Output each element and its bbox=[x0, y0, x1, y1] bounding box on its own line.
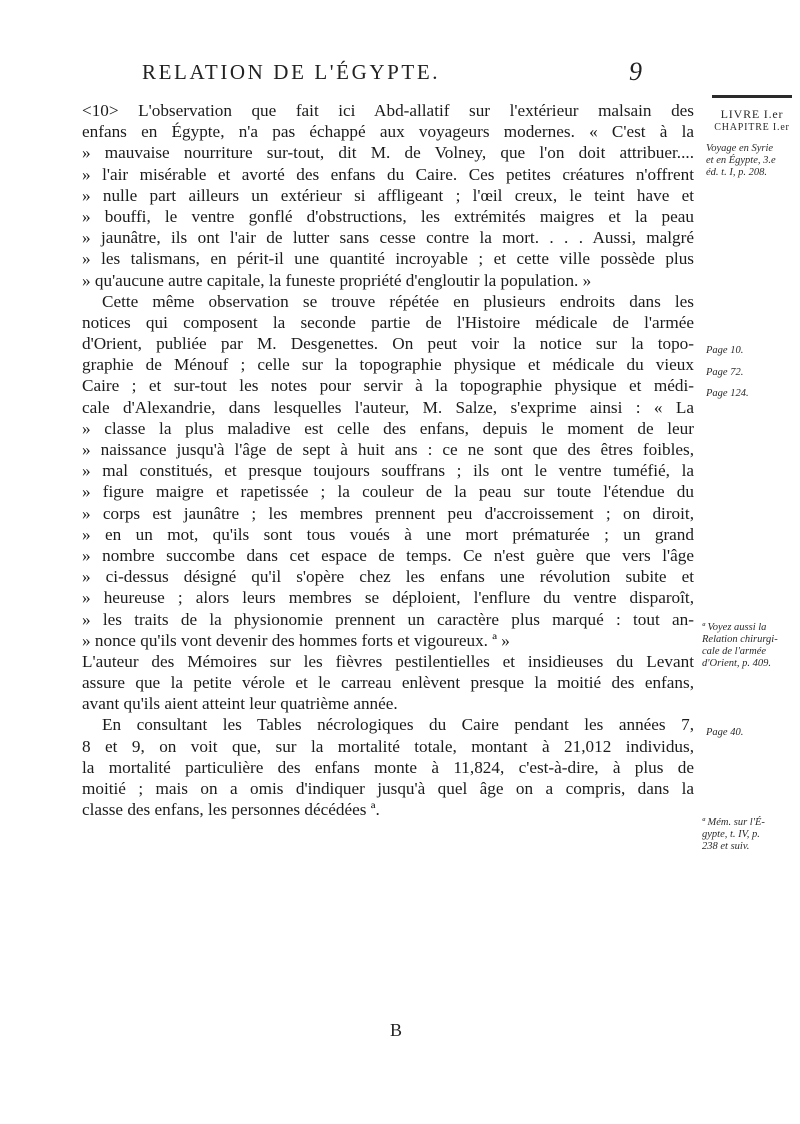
text-line: <10> L'observation que fait ici Abd-allatif sur l'extérieur malsain des bbox=[82, 101, 694, 120]
text-line: d'Orient, publiée par M. Desgenettes. On peut voir la notice sur la topo- bbox=[82, 334, 694, 354]
footnote-line: Relation chirurgi- bbox=[702, 634, 778, 645]
page-header bbox=[120, 57, 642, 94]
chapter-rule bbox=[712, 95, 792, 98]
margin-note-page-124: Page 124. bbox=[706, 388, 749, 399]
footnote-line: cale de l'armée bbox=[702, 646, 767, 657]
text-line: cale d'Alexandrie, dans lesquelles l'auteur, M. Salze, s'exprime ainsi : « La bbox=[82, 397, 694, 417]
footnote-line: d'Orient, p. 409. bbox=[702, 658, 772, 669]
footnote-line: ª Voyez aussi la bbox=[702, 622, 767, 633]
chapter-marker bbox=[712, 95, 792, 134]
text-line: En consultant les Tables nécrologiques du Caire pendant les années 7, bbox=[102, 715, 694, 735]
text-line: » classe la plus maladive est celle des enfans, depuis le moment de leur bbox=[82, 418, 694, 438]
text-line: » l'air misérable et avorté des enfans du Caire. Ces petites créatures n'offrent bbox=[82, 164, 694, 184]
text-line: 8 et 9, on voit que, sur la mortalité totale, montant à 21,012 individus, bbox=[82, 736, 694, 756]
footnote-line: ª Mém. sur l'É- bbox=[702, 817, 765, 828]
text-line: » bouffi, le ventre gonflé d'obstructions, les extrémités maigres et la peau bbox=[82, 206, 694, 226]
text-line: classe des enfans, les personnes décédées ª. bbox=[82, 800, 380, 820]
livre-label: LIVRE I.er bbox=[720, 107, 784, 121]
footnote-line: gypte, t. IV, p. bbox=[702, 829, 760, 840]
chapitre-label: CHAPITRE I.er bbox=[714, 122, 790, 133]
text-line: moitié ; mais on a omis d'indiquer jusqu'à quel âge on a compris, dans la bbox=[82, 779, 694, 798]
text-line: avant qu'ils aient atteint leur quatrième année. bbox=[82, 694, 398, 714]
text-line: notices qui composent la seconde partie de l'Histoire médicale de l'armée bbox=[82, 312, 694, 332]
text-line: » en un mot, qu'ils sont tous voués à une mort prématurée ; un grand bbox=[82, 524, 694, 544]
text-line: assure que la petite vérole et le carreau enlèvent presque la moitié des enfans, bbox=[82, 673, 694, 693]
margin-note-page-40: Page 40. bbox=[706, 727, 744, 738]
text-line: » heureuse ; alors leurs membres se déploient, l'enflure du ventre disparoît, bbox=[82, 588, 694, 608]
text-line: » qu'aucune autre capitale, la funeste propriété d'engloutir la population. » bbox=[82, 270, 592, 290]
text-line: Cette même observation se trouve répétée en plusieurs endroits dans les bbox=[102, 291, 694, 311]
page-number: 9 bbox=[629, 57, 642, 86]
running-title: RELATION DE L'ÉGYPTE. bbox=[142, 60, 441, 84]
text-line: » jaunâtre, ils ont l'air de lutter sans cesse contre la mort. . . . Aussi, malgré bbox=[82, 228, 694, 248]
margin-note-page-10: Page 10. bbox=[706, 345, 744, 356]
margin-note-line: éd. t. I, p. 208. bbox=[706, 167, 767, 178]
text-line: » corps est jaunâtre ; les membres prennent peu d'accroissement ; on diroit, bbox=[82, 503, 694, 523]
footnote-a bbox=[702, 622, 778, 670]
footnote-line: 238 et suiv. bbox=[702, 841, 750, 852]
text-line: graphie de Ménouf ; celle sur la topographie physique et médicale du vieux bbox=[82, 355, 694, 375]
text-line: enfans en Égypte, n'a pas échappé aux voyageurs modernes. « C'est à la bbox=[82, 122, 694, 142]
text-line: » les traits de la physionomie prennent un caractère plus marqué : tout an- bbox=[82, 609, 694, 629]
text-line: » les talismans, en périt-il une quantité incroyable ; et cette ville possède plus bbox=[82, 249, 694, 269]
text-line: » mauvaise nourriture sur-tout, dit M. de Volney, que l'on doit attribuer.... bbox=[82, 143, 694, 163]
text-line: L'auteur des Mémoires sur les fièvres pestilentielles et insidieuses du Levant bbox=[82, 651, 694, 671]
text-line: » nonce qu'ils vont devenir des hommes forts et vigoureux. ª » bbox=[82, 630, 510, 650]
margin-note-page-72: Page 72. bbox=[706, 367, 744, 378]
text-line: » ci-dessus désigné qu'il s'opère chez les enfans une révolution subite et bbox=[82, 567, 694, 587]
text-line: » figure maigre et rapetissée ; la couleur de la peau sur toute l'étendue du bbox=[82, 482, 694, 502]
footnote-b bbox=[702, 817, 765, 853]
signature-mark: B bbox=[390, 1020, 404, 1040]
text-line: » nombre succombe dans cet espace de temps. Ce n'est guère que vers l'âge bbox=[82, 545, 694, 565]
text-line: » naissance jusqu'à l'âge de sept à huit ans : ce ne sont que des êtres foibles, bbox=[82, 440, 694, 459]
margin-note-line: et en Égypte, 3.e bbox=[706, 155, 776, 166]
margin-note-line: Voyage en Syrie bbox=[706, 143, 774, 154]
main-text bbox=[82, 100, 694, 820]
text-line: la mortalité particulière des enfans monte à 11,824, c'est-à-dire, à plus de bbox=[82, 757, 694, 777]
text-line: Caire ; et sur-tout les notes pour servir à la topographie physique et médi- bbox=[82, 376, 694, 396]
text-line: » mal constitués, et presque toujours souffrans ; ils ont le ventre tuméfié, la bbox=[82, 461, 694, 481]
text-line: » nulle part ailleurs un extérieur si affligeant ; l'œil creux, le teint have et bbox=[82, 185, 694, 205]
margin-note-voyage bbox=[706, 143, 776, 179]
